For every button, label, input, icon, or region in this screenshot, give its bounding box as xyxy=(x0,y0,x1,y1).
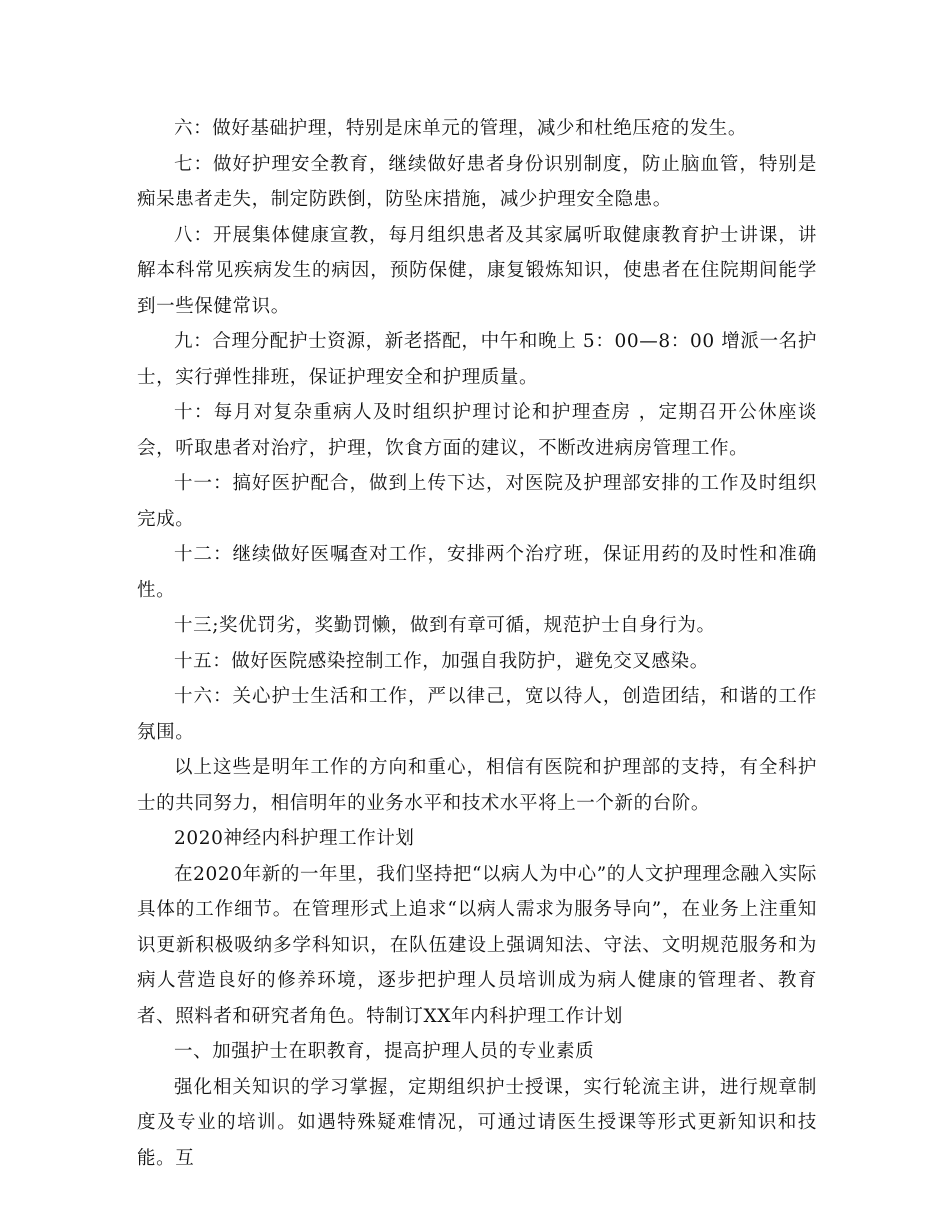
paragraph-item-11: 十一：搞好医护配合，做到上传下达，对医院及护理部安排的工作及时组织完成。 xyxy=(137,473,817,530)
intro-paragraph: 在2020年新的一年里，我们坚持把“以病人为中心”的人文护理理念融入实际具体的工作细节。在管理形式上追求“以病人需求为服务导向”，在业务上注重知识更新积极吸纳多学科知识，在队伍建设上强调知法、守法、文明规范服务和为病人营造良好的修养环境，逐步把护理人员培训成为病人健康的管理者、教育者、照料者和研究者角色。特制订XX年内科护理工作计划 xyxy=(137,863,817,1027)
section-title: 2020神经内科护理工作计划 xyxy=(174,828,415,849)
paragraph-item-10: 十：每月对复杂重病人及时组织护理讨论和护理查房 ，定期召开公休座谈会，听取患者对治疗，护理，饮食方面的建议，不断改进病房管理工作。 xyxy=(137,402,817,459)
paragraph-item-7: 七：做好护理安全教育，继续做好患者身份识别制度，防止脑血管，特别是痴呆患者走失，制定防跌倒，防坠床措施，减少护理安全隐患。 xyxy=(137,153,817,210)
paragraph-item-15: 十五：做好医院感染控制工作，加强自我防护，避免交叉感染。 xyxy=(174,650,709,672)
paragraph-item-9: 九：合理分配护士资源，新老搭配，中午和晚上 5：00—8：00 增派一名护士，实行弹性排班，保证护理安全和护理质量。 xyxy=(137,331,817,388)
body-paragraph: 强化相关知识的学习掌握，定期组织护士授课，实行轮流主讲，进行规章制度及专业的培训。如遇特殊疑难情况，可通过请医生授课等形式更新知识和技能。互 xyxy=(137,1076,817,1169)
paragraph-item-16: 十六：关心护士生活和工作，严以律己，宽以待人，创造团结，和谐的工作氛围。 xyxy=(137,686,817,743)
paragraph-item-8: 八：开展集体健康宣教，每月组织患者及其家属听取健康教育护士讲课，讲解本科常见疾病发生的病因，预防保健，康复锻炼知识，使患者在住院期间能学到一些保健常识。 xyxy=(137,224,817,317)
paragraph-item-12: 十二：继续做好医嘱查对工作，安排两个治疗班，保证用药的及时性和准确性。 xyxy=(137,544,817,601)
paragraph-item-6: 六：做好基础护理，特别是床单元的管理，减少和杜绝压疮的发生。 xyxy=(174,118,748,139)
paragraph-item-13: 十三;奖优罚劣，奖勤罚懒，做到有章可循，规范护士自身行为。 xyxy=(174,615,716,636)
section-heading-1: 一、加强护士在职教育，提高护理人员的专业素质 xyxy=(174,1041,595,1062)
closing-paragraph: 以上这些是明年工作的方向和重心，相信有医院和护理部的支持，有全科护士的共同努力，相信明年的业务水平和技术水平将上一个新的台阶。 xyxy=(137,757,817,814)
document-body xyxy=(137,111,817,1176)
